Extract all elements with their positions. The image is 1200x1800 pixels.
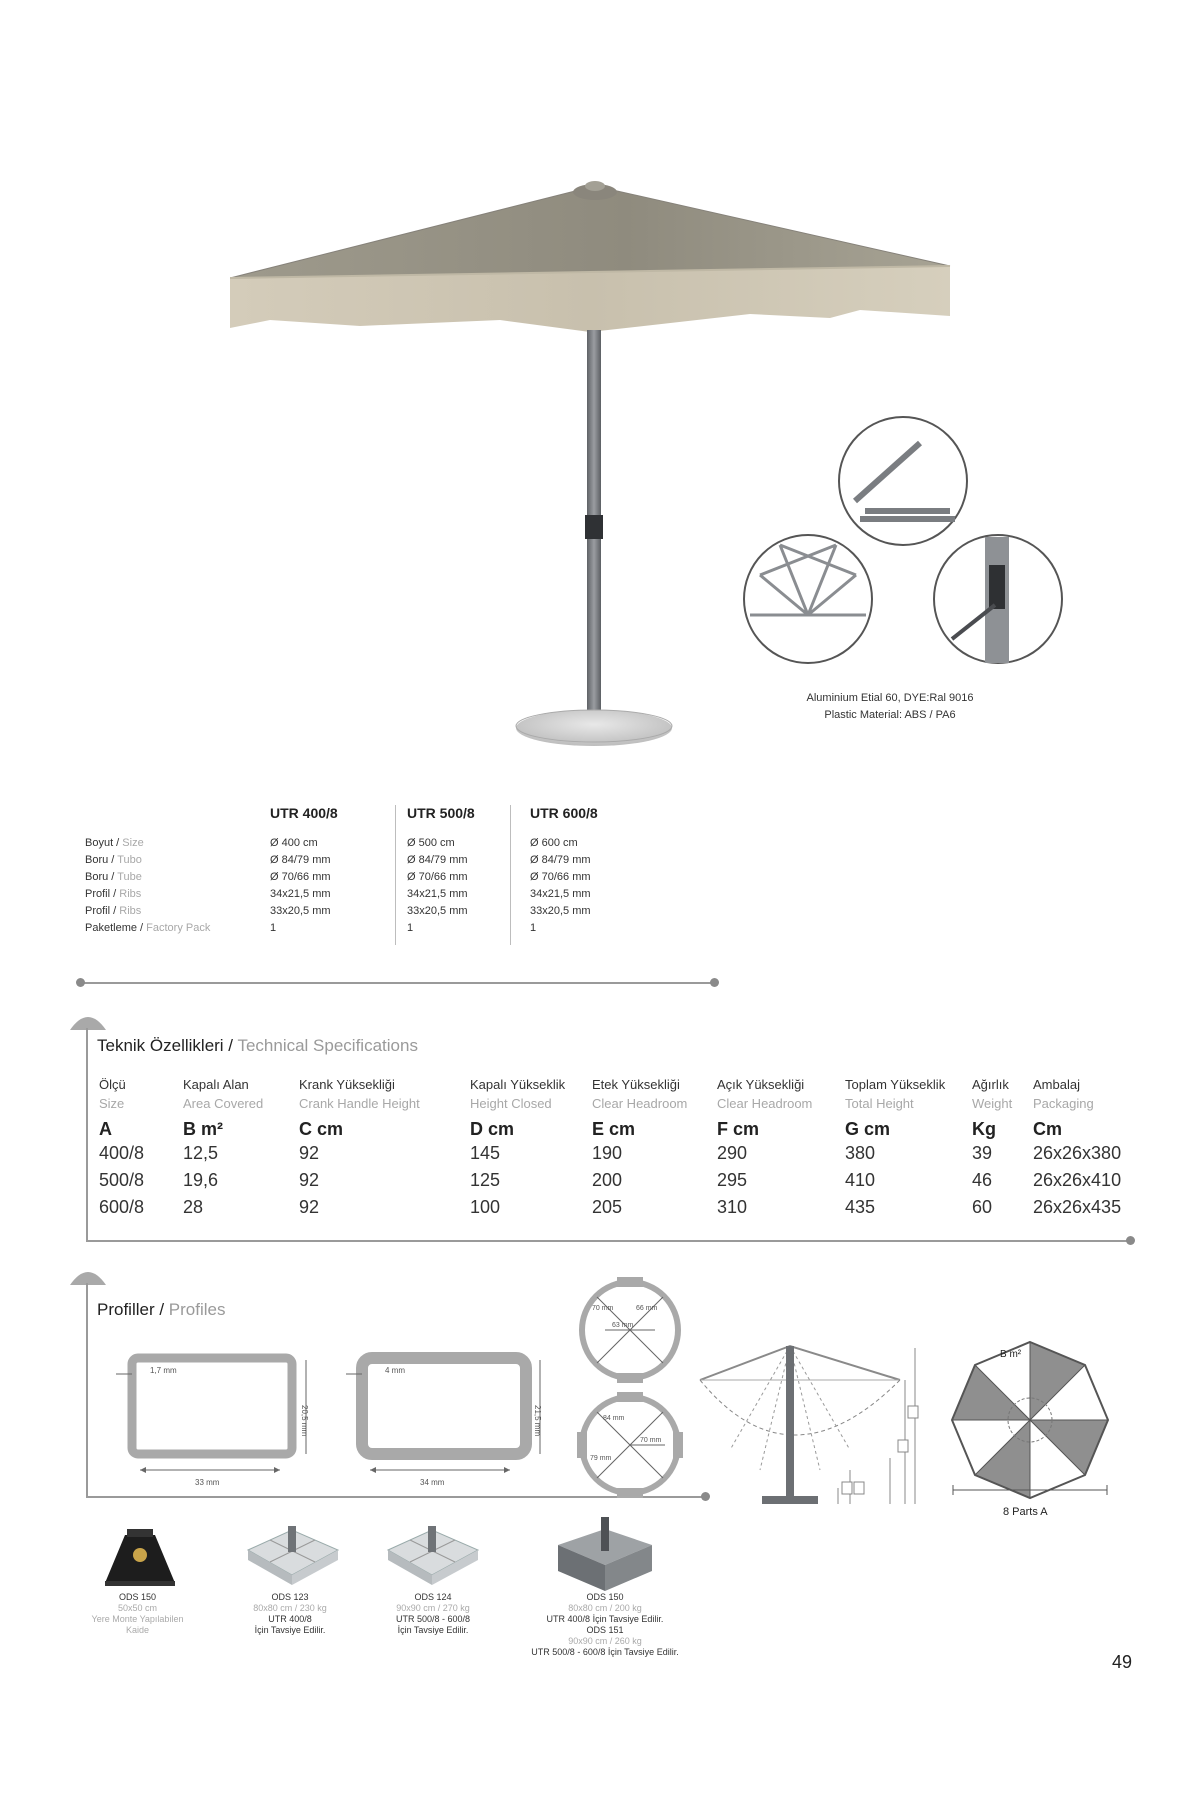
- row-label: Boru / Tubo: [85, 854, 142, 866]
- row-label: Boyut / Size: [85, 837, 144, 849]
- tech-frame-bottom: [86, 1240, 1131, 1242]
- spec-value: 46: [972, 1170, 993, 1190]
- profiles-frame-left: [86, 1283, 88, 1498]
- model-name: UTR 600/8: [530, 805, 598, 821]
- tech-column-crank: Krank Yüksekliği Crank Handle Height C cm 92 92 92: [299, 1075, 420, 1221]
- spec-value: 26x26x380: [1033, 1143, 1122, 1163]
- tube-1-d1: 70 mm: [592, 1305, 614, 1312]
- model-value: Ø 500 cm: [407, 837, 455, 849]
- spec-value: 310: [717, 1197, 748, 1217]
- model-value: Ø 400 cm: [270, 837, 318, 849]
- tech-frame-dot: [1126, 1236, 1135, 1245]
- accessory-caption-2: ODS 123 80x80 cm / 230 kg UTR 400/8 İçin Tavsiye Edilir.: [253, 1592, 327, 1635]
- materials-line-1: Aluminium Etial 60, DYE:Ral 9016: [806, 692, 974, 704]
- tube-2-d2: 79 mm: [590, 1455, 612, 1462]
- model-value: Ø 84/79 mm: [270, 854, 331, 866]
- top-view-area-label: B m²: [1000, 1349, 1022, 1360]
- spec-value: 410: [845, 1170, 876, 1190]
- profile-1-height: 20,5 mm: [300, 1405, 309, 1437]
- model-value: 34x21,5 mm: [407, 888, 468, 900]
- column-divider: [510, 805, 511, 945]
- spec-value: 26x26x410: [1033, 1170, 1122, 1190]
- profile-2-width: 34 mm: [420, 1478, 445, 1487]
- tube-2-d3: 70 mm: [640, 1437, 662, 1444]
- model-column: [270, 805, 390, 937]
- accessory-caption-4: ODS 150 80x80 cm / 200 kg UTR 400/8 İçin Tavsiye Edilir. ODS 151 90x90 cm / 260 kg UTR 500/8 - 600/8 İçin Tavsiye Edilir.: [531, 1592, 679, 1657]
- model-value: Ø 600 cm: [530, 837, 578, 849]
- spec-value: 19,6: [183, 1170, 219, 1190]
- detail-circles: [740, 415, 1070, 675]
- model-value: 33x20,5 mm: [270, 905, 331, 917]
- spec-value: 380: [845, 1143, 876, 1163]
- spec-value: 28: [183, 1197, 204, 1217]
- tube-1-d3: 63 mm: [612, 1322, 634, 1329]
- spec-value: 205: [592, 1197, 623, 1217]
- spec-value: 190: [592, 1143, 623, 1163]
- tech-column-headroom-f: Açık Yüksekliği Clear Headroom F cm 290 295 310: [717, 1075, 812, 1221]
- model-value: Ø 70/66 mm: [407, 871, 468, 883]
- row-label: Paketleme / Factory Pack: [85, 922, 211, 934]
- row-label: Boru / Tube: [85, 871, 142, 883]
- tech-column-weight: Ağırlık Weight Kg 39 46 60: [972, 1075, 1012, 1221]
- accessory-caption-1: ODS 150 50x50 cm Yere Monte Yapılabilen Kaide: [91, 1592, 184, 1635]
- model-value: Ø 70/66 mm: [270, 871, 331, 883]
- materials-line-2: Plastic Material: ABS / PA6: [824, 709, 956, 721]
- model-value: 33x20,5 mm: [530, 905, 591, 917]
- spec-value: 12,5: [183, 1143, 219, 1163]
- spec-value: 26x26x435: [1033, 1197, 1122, 1217]
- model-value: 34x21,5 mm: [270, 888, 331, 900]
- unit-label: G cm: [845, 1119, 891, 1139]
- model-table: [85, 805, 625, 945]
- model-value: Ø 84/79 mm: [407, 854, 468, 866]
- spec-value: 290: [717, 1143, 748, 1163]
- spec-value: 92: [299, 1197, 320, 1217]
- spec-value: 500/8: [99, 1170, 145, 1190]
- profile-2-height: 21,5 mm: [533, 1405, 542, 1437]
- umbrella-icon: [68, 1265, 108, 1287]
- spec-value: 92: [299, 1143, 320, 1163]
- base-ods123-image: [240, 1520, 345, 1590]
- profiles-title: Profiller / Profiles: [97, 1300, 226, 1319]
- model-value: 1: [270, 922, 277, 934]
- page-number: 49: [1112, 1652, 1133, 1672]
- model-name: UTR 500/8: [407, 805, 475, 821]
- unit-label: Kg: [972, 1119, 996, 1139]
- profile-section-2: [340, 1350, 560, 1480]
- spec-value: 92: [299, 1170, 320, 1190]
- model-column: [407, 805, 527, 937]
- spec-value: 400/8: [99, 1143, 145, 1163]
- spec-value: 60: [972, 1197, 993, 1217]
- tube-2-d1: 84 mm: [603, 1415, 625, 1422]
- profile-section-1: [110, 1350, 330, 1480]
- divider-dot: [76, 978, 85, 987]
- spec-value: 435: [845, 1197, 876, 1217]
- spec-value: 100: [470, 1197, 501, 1217]
- tube-section-1: [575, 1275, 685, 1385]
- spec-value: 145: [470, 1143, 501, 1163]
- base-ods124-image: [380, 1520, 485, 1590]
- tech-column-packaging: Ambalaj Packaging Cm 26x26x380 26x26x410 26x26x435: [1033, 1075, 1121, 1221]
- tech-column-area: Kapalı Alan Area Covered B m² 12,5 19,6 28: [183, 1075, 263, 1221]
- unit-label: C cm: [299, 1119, 344, 1139]
- materials-note: [745, 690, 1035, 724]
- spec-value: 200: [592, 1170, 623, 1190]
- tube-1-d2: 66 mm: [636, 1305, 658, 1312]
- model-value: 34x21,5 mm: [530, 888, 591, 900]
- divider-dot: [710, 978, 719, 987]
- spec-value: 39: [972, 1143, 993, 1163]
- tech-frame-left: [86, 1028, 88, 1242]
- base-ods150-151-image: [550, 1515, 660, 1595]
- spec-value: 600/8: [99, 1197, 145, 1217]
- umbrella-icon: [68, 1010, 108, 1032]
- tech-spec-title: Teknik Özellikleri / Technical Specifications: [97, 1036, 418, 1055]
- model-value: 1: [407, 922, 414, 934]
- tech-column-size: Ölçü Size A 400/8 500/8 600/8: [99, 1075, 144, 1221]
- model-value: 1: [530, 922, 537, 934]
- row-label: Profil / Ribs: [85, 905, 142, 917]
- tube-section-2: [575, 1390, 685, 1500]
- model-value: Ø 84/79 mm: [530, 854, 591, 866]
- profile-2-thickness: 4 mm: [385, 1366, 405, 1375]
- top-view-diagram: [945, 1335, 1115, 1505]
- model-column: [530, 805, 650, 937]
- unit-label: Cm: [1033, 1119, 1063, 1139]
- column-divider: [395, 805, 396, 945]
- spec-value: 125: [470, 1170, 501, 1190]
- unit-label: B m²: [183, 1119, 223, 1139]
- tech-column-closed: Kapalı Yükseklik Height Closed D cm 145 125 100: [470, 1075, 565, 1221]
- unit-label: D cm: [470, 1119, 515, 1139]
- top-view-caption: 8 Parts A: [1003, 1506, 1048, 1518]
- unit-label: A: [99, 1119, 112, 1139]
- model-value: Ø 70/66 mm: [530, 871, 591, 883]
- tech-column-total: Toplam Yükseklik Total Height G cm 380 410 435: [845, 1075, 945, 1221]
- spec-value: 295: [717, 1170, 748, 1190]
- model-row-labels: [85, 835, 245, 937]
- divider-line: [80, 982, 715, 984]
- unit-label: F cm: [717, 1119, 760, 1139]
- model-name: UTR 400/8: [270, 805, 338, 821]
- tech-column-headroom-e: Etek Yüksekliği Clear Headroom E cm 190 200 205: [592, 1075, 687, 1221]
- profile-1-width: 33 mm: [195, 1478, 220, 1487]
- model-value: 33x20,5 mm: [407, 905, 468, 917]
- profile-1-thickness: 1,7 mm: [150, 1366, 177, 1375]
- row-label: Profil / Ribs: [85, 888, 142, 900]
- unit-label: E cm: [592, 1119, 636, 1139]
- elevation-diagram: [690, 1340, 935, 1515]
- base-ods150-image: [95, 1525, 185, 1590]
- accessory-caption-3: ODS 124 90x90 cm / 270 kg UTR 500/8 - 600/8 İçin Tavsiye Edilir.: [395, 1592, 471, 1635]
